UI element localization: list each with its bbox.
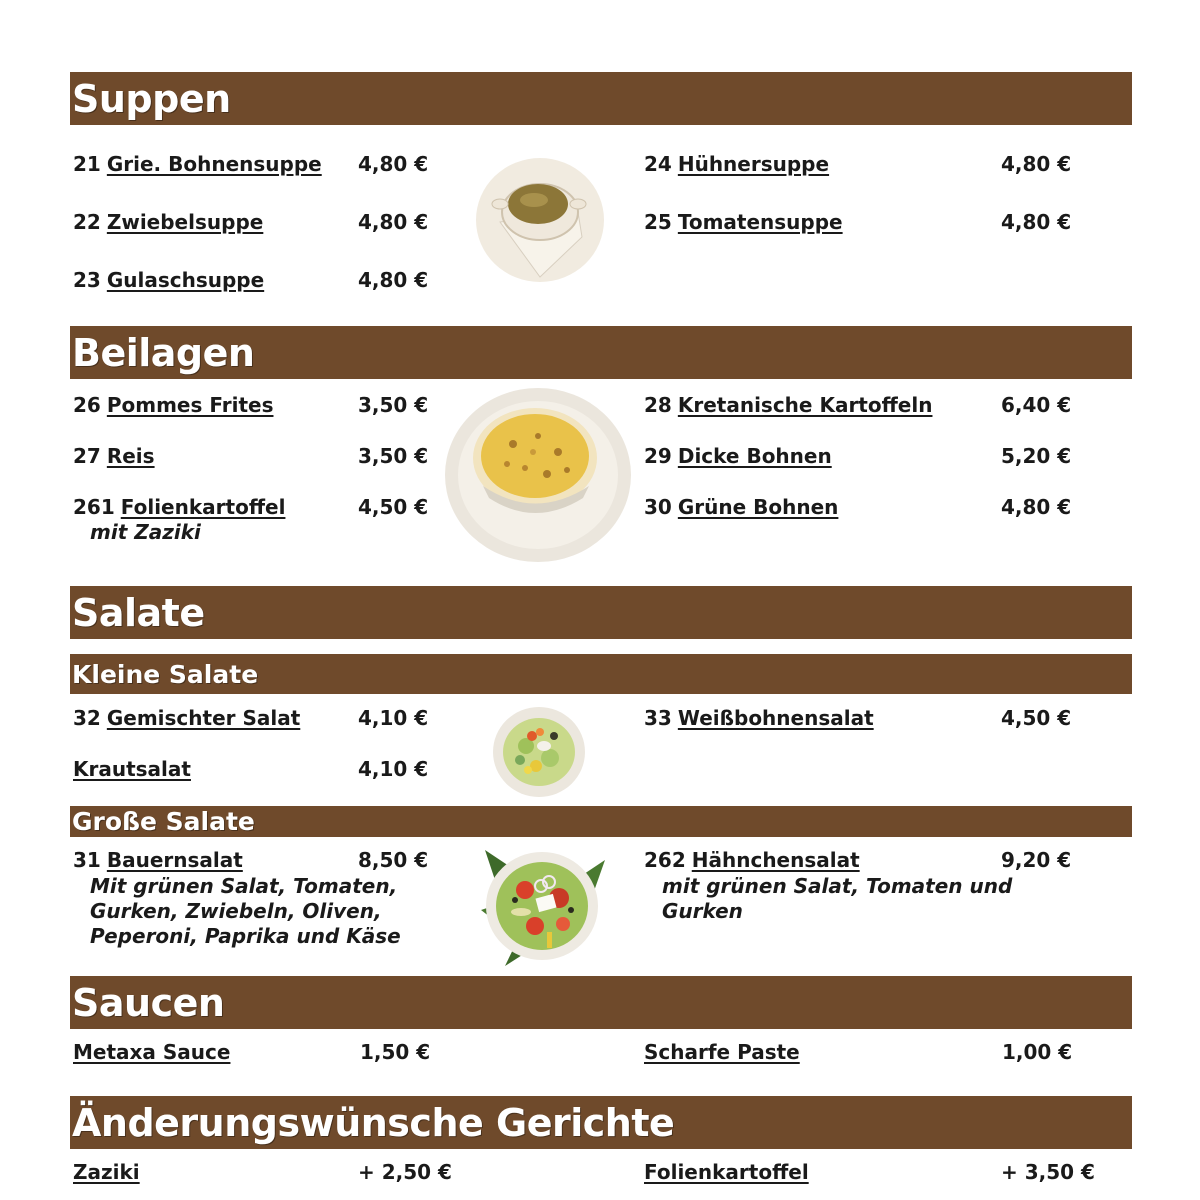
description-line: Gurken, Zwiebeln, Oliven, [90,899,382,923]
subsection-title: Große Salate [72,807,255,836]
menu-item[interactable] [644,210,843,234]
item-number: 29 [644,444,672,468]
description-line: mit grünen Salat, Tomaten und [662,874,1013,898]
item-name[interactable]: Tomatensuppe [677,210,843,234]
item-name[interactable]: Scharfe Paste [644,1040,800,1064]
menu-item[interactable] [644,444,832,468]
item-name[interactable]: Reis [106,444,155,468]
menu-item[interactable] [644,495,838,519]
item-number: 24 [644,152,672,176]
menu-item[interactable] [73,210,263,234]
item-price: 4,80 € [1001,210,1072,234]
menu-item[interactable] [644,152,829,176]
item-number: 26 [73,393,101,417]
menu-item[interactable] [73,1040,230,1064]
item-number: 22 [73,210,101,234]
item-price: 5,20 € [1001,444,1072,468]
section-header-suppen [70,72,1132,125]
item-name[interactable]: Folienkartoffel [644,1160,809,1184]
item-description: mit Zaziki [90,520,201,544]
large-salad-icon [475,840,610,968]
item-name[interactable]: Folienkartoffel [120,495,286,519]
item-number: 25 [644,210,672,234]
menu-item[interactable] [73,1160,140,1184]
gratin-potato-icon [443,386,633,564]
item-name[interactable]: Hühnersuppe [677,152,830,176]
item-price: 4,80 € [358,268,429,292]
item-name[interactable]: Pommes Frites [106,393,274,417]
section-title: Suppen [72,76,231,121]
item-number: 30 [644,495,672,519]
item-price: 4,80 € [1001,152,1072,176]
item-price: 4,10 € [358,706,429,730]
menu-item[interactable] [73,152,322,176]
item-price: 4,50 € [358,495,429,519]
menu-item[interactable] [73,848,243,872]
section-header-salate [70,586,1132,639]
item-number: 31 [73,848,101,872]
item-name[interactable]: Grie. Bohnensuppe [106,152,322,176]
item-name[interactable]: Gulaschsuppe [106,268,265,292]
menu-item[interactable] [73,757,191,781]
item-name[interactable]: Zwiebelsuppe [106,210,264,234]
item-description [90,874,401,949]
subsection-title: Kleine Salate [72,659,259,689]
item-name[interactable]: Kretanische Kartoffeln [677,393,933,417]
subsection-header-kleine-salate [70,654,1132,694]
item-price: 1,50 € [360,1040,431,1064]
item-name[interactable]: Grüne Bohnen [677,495,839,519]
item-price: 4,10 € [358,757,429,781]
item-price: 6,40 € [1001,393,1072,417]
item-number: 27 [73,444,101,468]
item-number: 33 [644,706,672,730]
item-price: 4,80 € [358,210,429,234]
item-price: 1,00 € [1002,1040,1073,1064]
section-header-aenderungswuensche [70,1096,1132,1149]
item-name[interactable]: Krautsalat [73,757,191,781]
section-header-saucen [70,976,1132,1029]
section-title: Saucen [72,980,225,1025]
description-line: Peperoni, Paprika und Käse [90,924,401,948]
menu-item[interactable] [73,706,300,730]
menu-item[interactable] [644,1040,800,1064]
menu-item[interactable] [644,848,860,872]
item-number: 28 [644,393,672,417]
menu-item[interactable] [73,268,264,292]
item-price: 3,50 € [358,393,429,417]
item-name[interactable]: Metaxa Sauce [73,1040,231,1064]
menu-item[interactable] [73,393,273,417]
item-price: + 3,50 € [1001,1160,1095,1184]
item-price: 4,80 € [358,152,429,176]
description-line: Gurken [662,899,743,923]
menu-item[interactable] [644,1160,809,1184]
item-description [662,874,1012,924]
soup-bowl-icon [470,152,610,287]
item-price: 4,80 € [1001,495,1072,519]
item-number: 261 [73,495,115,519]
item-name[interactable]: Weißbohnensalat [677,706,874,730]
item-price: 9,20 € [1001,848,1072,872]
item-name[interactable]: Zaziki [73,1160,140,1184]
item-price: 8,50 € [358,848,429,872]
menu-item[interactable] [644,393,932,417]
menu-item[interactable] [644,706,874,730]
menu-item[interactable] [73,495,285,519]
subsection-header-grosse-salate [70,806,1132,837]
item-number: 23 [73,268,101,292]
section-title: Salate [72,590,205,635]
section-header-beilagen [70,326,1132,379]
section-title: Beilagen [72,330,255,375]
item-name[interactable]: Hähnchensalat [691,848,860,872]
item-number: 262 [644,848,686,872]
item-name[interactable]: Dicke Bohnen [677,444,832,468]
section-title: Änderungswünsche Gerichte [72,1100,675,1145]
item-number: 32 [73,706,101,730]
item-name[interactable]: Bauernsalat [106,848,243,872]
description-line: Mit grünen Salat, Tomaten, [90,874,398,898]
item-number: 21 [73,152,101,176]
item-price: 4,50 € [1001,706,1072,730]
menu-item[interactable] [73,444,155,468]
item-price: + 2,50 € [358,1160,452,1184]
item-name[interactable]: Gemischter Salat [106,706,301,730]
item-price: 3,50 € [358,444,429,468]
small-salad-icon [492,706,586,798]
